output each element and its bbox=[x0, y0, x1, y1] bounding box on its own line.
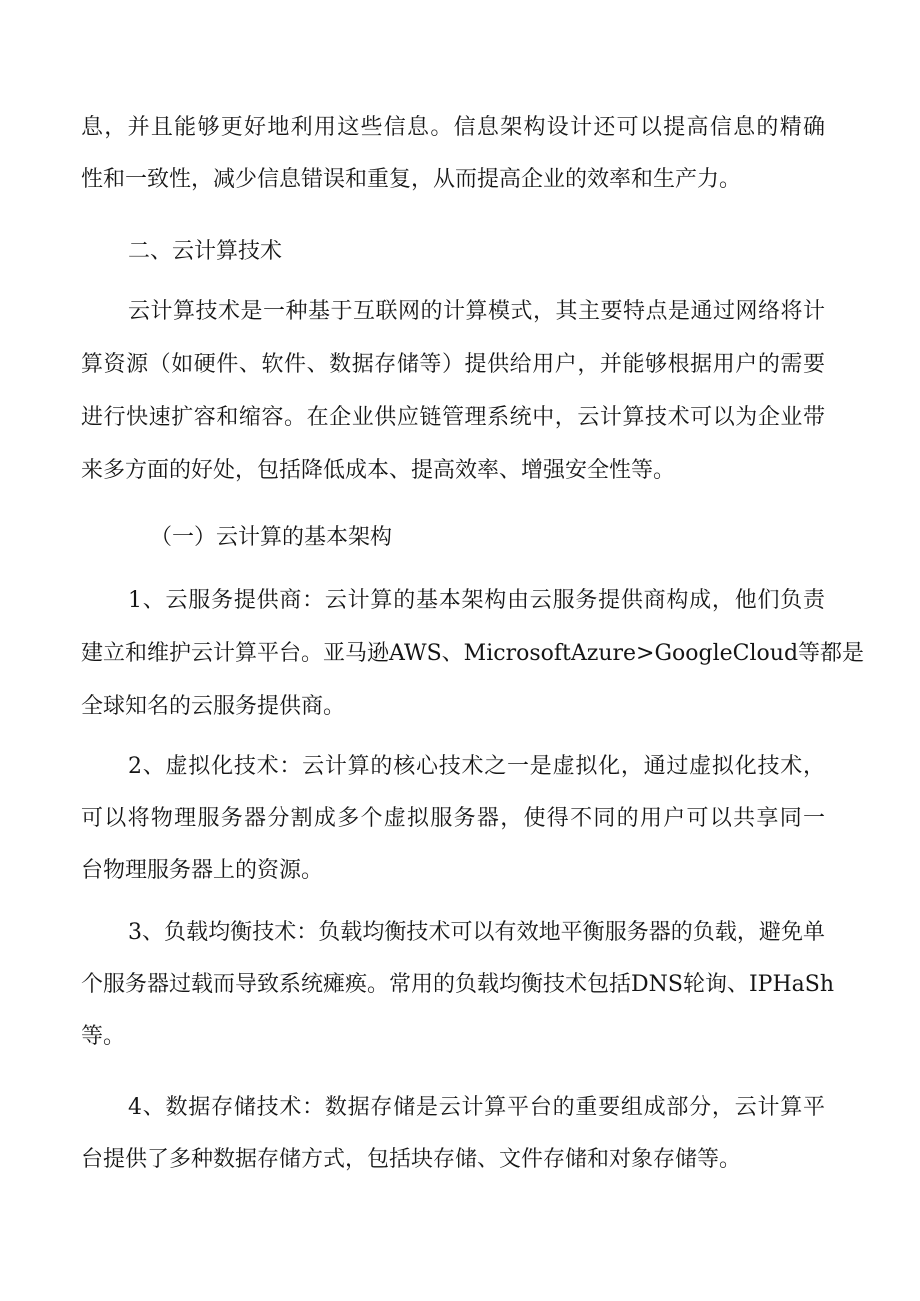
paragraph-line: 1、云服务提供商：云计算的基本架构由云服务提供商构成，他们负责 bbox=[128, 588, 825, 613]
subsection-heading: （一）云计算的基本架构 bbox=[150, 525, 393, 550]
paragraph-line: 台物理服务器上的资源。 bbox=[81, 858, 324, 883]
paragraph-line: 4、数据存储技术：数据存储是云计算平台的重要组成部分，云计算平 bbox=[128, 1095, 825, 1120]
paragraph-line: 3、负载均衡技术：负载均衡技术可以有效地平衡服务器的负载，避免单 bbox=[128, 920, 825, 945]
paragraph-line: 台提供了多种数据存储方式，包括块存储、文件存储和对象存储等。 bbox=[81, 1147, 742, 1172]
paragraph-line: 算资源（如硬件、软件、数据存储等）提供给用户，并能够根据用户的需要 bbox=[81, 352, 825, 377]
paragraph-line: 来多方面的好处，包括降低成本、提高效率、增强安全性等。 bbox=[81, 458, 676, 483]
paragraph-line: 进行快速扩容和缩容。在企业供应链管理系统中，云计算技术可以为企业带 bbox=[81, 405, 825, 430]
paragraph-line: 建立和维护云计算平台。亚马逊AWS、MicrosoftAzure>GoogleCloud等都是 bbox=[81, 641, 865, 666]
section-heading: 二、云计算技术 bbox=[128, 239, 283, 264]
paragraph-line: 云计算技术是一种基于互联网的计算模式，其主要特点是通过网络将计 bbox=[128, 299, 825, 324]
paragraph-line: 全球知名的云服务提供商。 bbox=[81, 694, 346, 719]
paragraph-line: 个服务器过载而导致系统瘫痪。常用的负载均衡技术包括DNS轮询、IPHaSh bbox=[81, 972, 834, 997]
paragraph-line: 可以将物理服务器分割成多个虚拟服务器，使得不同的用户可以共享同一 bbox=[81, 806, 825, 831]
paragraph-line: 性和一致性，减少信息错误和重复，从而提高企业的效率和生产力。 bbox=[81, 167, 742, 192]
paragraph-line: 息，并且能够更好地利用这些信息。信息架构设计还可以提高信息的精确 bbox=[81, 115, 825, 140]
paragraph-line: 等。 bbox=[81, 1024, 126, 1049]
paragraph-line: 2、虚拟化技术：云计算的核心技术之一是虚拟化，通过虚拟化技术， bbox=[128, 754, 825, 779]
